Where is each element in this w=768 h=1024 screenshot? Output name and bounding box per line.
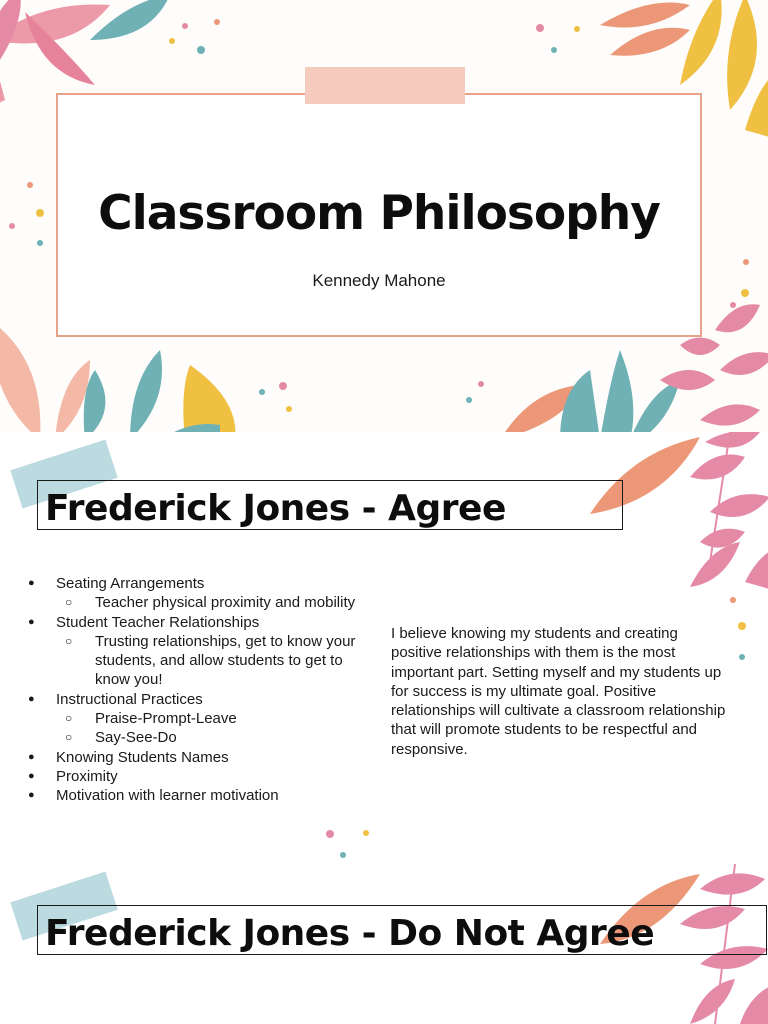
sub-bullet-item: ○ Teacher physical proximity and mobility (28, 593, 378, 612)
content-slide (0, 432, 768, 864)
bullet-item: ● Instructional Practices (28, 690, 378, 709)
sub-bullet-item: ○ Trusting relationships, get to know your students, and allow students to get to know you! (28, 632, 378, 690)
slide-title: Classroom Philosophy (98, 186, 660, 241)
bullet-list (28, 574, 378, 806)
bullet-item: ● Seating Arrangements (28, 574, 378, 593)
author-name: Kennedy Mahone (312, 271, 446, 290)
title-slide (0, 0, 768, 432)
bullet-item: ● Student Teacher Relationships (28, 613, 378, 632)
sub-bullet-item: ○ Say-See-Do (28, 728, 378, 747)
slide-heading: Frederick Jones - Agree (45, 488, 506, 529)
bullet-item: ● Knowing Students Names (28, 748, 378, 767)
slide-heading: Frederick Jones - Do Not Agree (45, 913, 655, 954)
tape-decoration (305, 67, 465, 104)
sub-bullet-item: ○ Praise-Prompt-Leave (28, 709, 378, 728)
content-slide-2 (0, 864, 768, 1024)
bullet-item: ● Motivation with learner motivation (28, 786, 378, 805)
bullet-item: ● Proximity (28, 767, 378, 786)
philosophy-paragraph: I believe knowing my students and creating positive relationships with them is the most important part. Setting myself and my students up for success is my ultimate goal. Positive relationships will cultivate a classroom relationship that will promote students to be respectful and responsive. (391, 625, 726, 758)
